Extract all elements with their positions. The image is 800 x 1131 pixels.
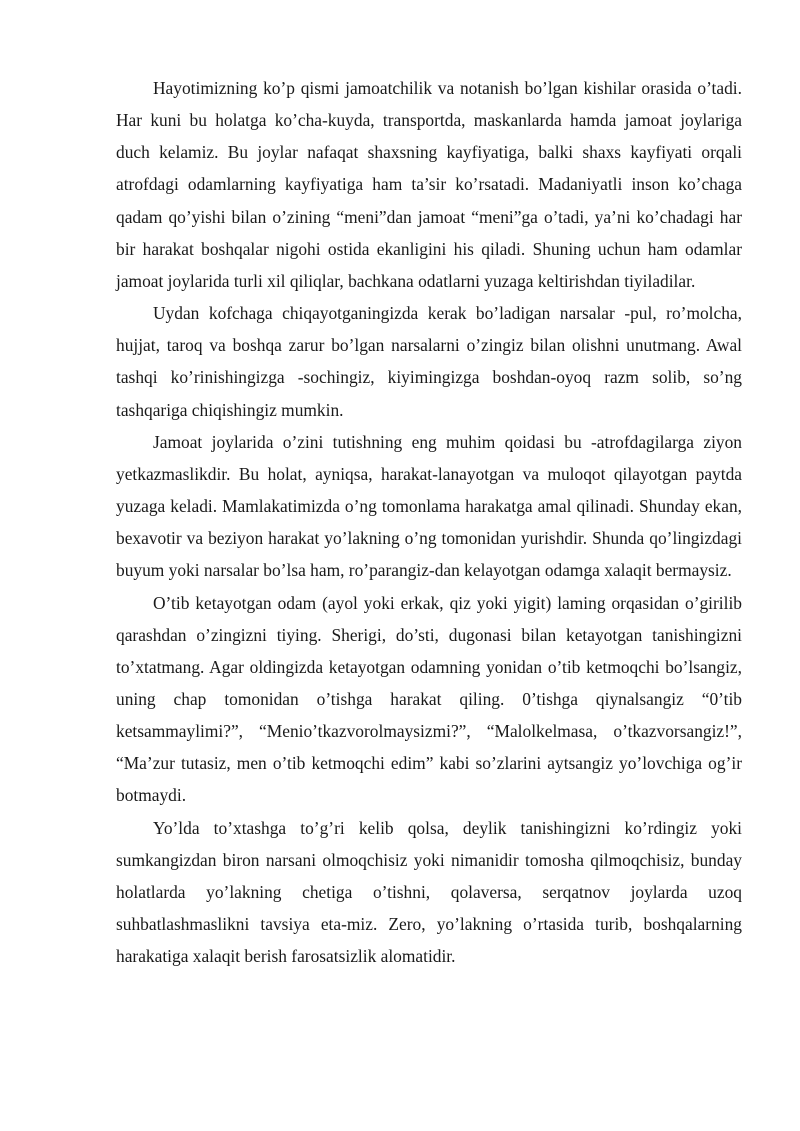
document-body [116,72,742,972]
paragraph-3: Jamoat joylarida o’zini tutishning eng muhim qoidasi bu -atrofdagilarga ziyon yetkazmaslikdir. Bu holat, ayniqsa, harakat-lanayotgan va muloqot qilayotgan paytda yuzaga keladi. Mamlakatimizda o’ng tomonlama harakatga amal qilinadi. Shunday ekan, bexavotir va beziyon harakat yo’lakning o’ng tomonidan yurishdir. Shunda qo’lingizdagi buyum yoki narsalar bo’lsa ham, ro’parangiz-dan kelayotgan odamga xalaqit bermaysiz. [116,431,742,581]
paragraph-2: Uydan kofchaga chiqayotganingizda kerak bo’ladigan narsalar -pul, ro’molcha, hujjat, taroq va boshqa zarur bo’lgan narsalarni o’zingiz bilan olishni unutmang. Awal tashqi ko’rinishingizga -sochingiz, kiyimingizga boshdan-oyoq razm solib, so’ng tashqariga chiqishingiz mumkin. [116,303,742,420]
paragraph-5: Yo’lda to’xtashga to’g’ri kelib qolsa, deylik tanishingizni ko’rdingiz yoki sumkangizdan biron narsani olmoqchisiz yoki nimanidir tomosha qilmoqchisiz, bunday holatlarda yo’lakning chetiga o’tishni, qolaversa, serqatnov joylarda uzoq suhbatlashmaslikni tavsiya eta-miz. Zero, yo’lakning o’rtasida turib, boshqalarning harakatiga xalaqit berish farosatsizlik alomatidir. [116,817,742,967]
paragraph-4: O’tib ketayotgan odam (ayol yoki erkak, qiz yoki yigit) laming orqasidan o’girilib qarashdan o’zingizni tiying. Sherigi, do’sti, dugonasi bilan ketayotgan tanishingizni to’xtatmang. Agar oldingizda ketayotgan odamning yonidan o’tib ketmoqchi bo’lsangiz, uning chap tomonidan o’tishga harakat qiling. 0’tishga qiynalsangiz “0’tib ketsammaylimi?”, “Menio’tkazvorolmaysizmi?”, “Malolkelmasa, o’tkazvorsangiz!”, “Ma’zur tutasiz, men o’tib ketmoqchi edim” kabi so’zlarini aytsangiz yo’lovchiga og’ir botmaydi. [116,592,742,806]
paragraph-1: Hayotimizning ko’p qismi jamoatchilik va notanish bo’lgan kishilar orasida o’tadi. Har kuni bu holatga ko’cha-kuyda, transportda, maskanlarda hamda jamoat joylariga duch kelamiz. Bu joylar nafaqat shaxsning kayfiyatiga, balki shaxs kayfiyati orqali atrofdagi odamlarning kayfiyatiga ham ta’sir ko’rsatadi. Madaniyatli inson ko’chaga qadam qo’yishi bilan o’zining “meni”dan jamoat “meni”ga o’tadi, ya’ni ko’chadagi har bir harakat boshqalar nigohi ostida ekanligini his qiladi. Shuning uchun ham odamlar jamoat joylarida turli xil qiliqlar, bachkana odatlarni yuzaga keltirishdan tiyiladilar. [116,78,742,291]
